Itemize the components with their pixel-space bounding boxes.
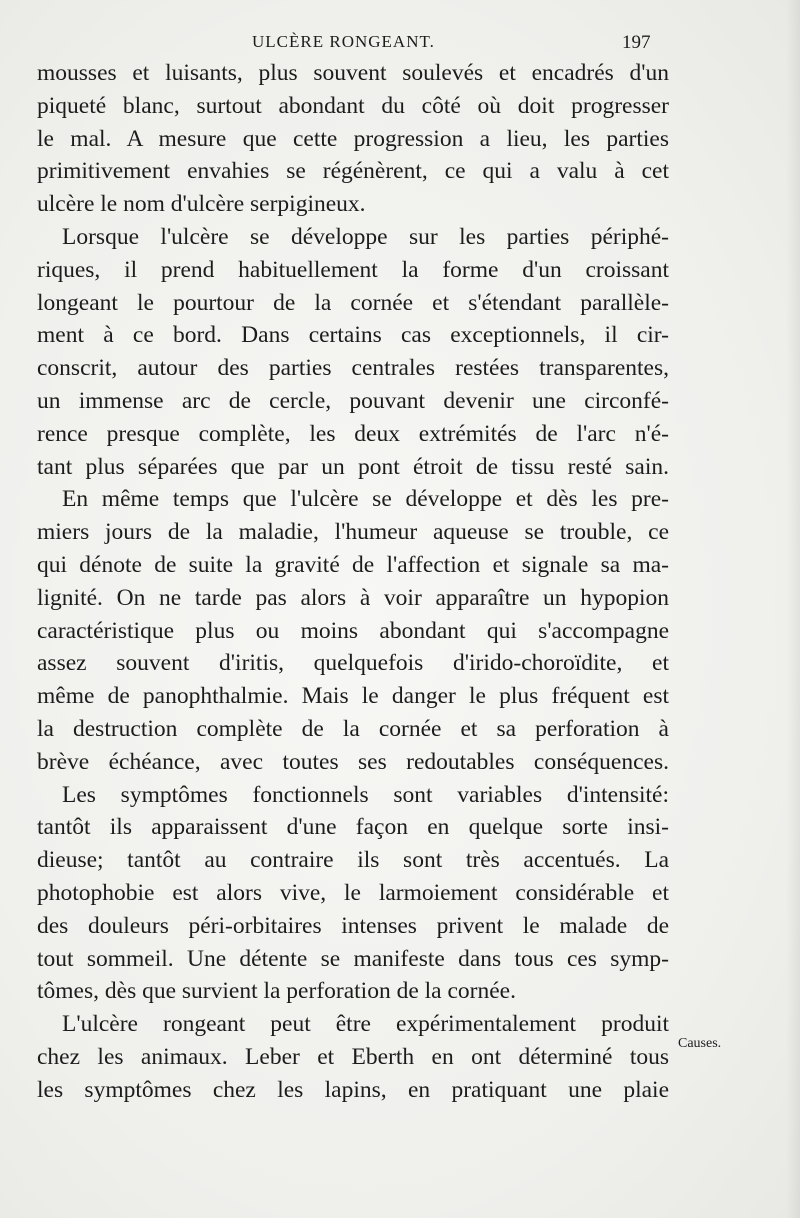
text-line: même de panophthalmie. Mais le danger le plus fréquent est	[37, 683, 669, 710]
text-line: photophobie est alors vive, le larmoiement considérable et	[37, 879, 669, 906]
text-line: un immense arc de cercle, pouvant devenir une circonfé-	[37, 387, 669, 414]
text-line: le mal. A mesure que cette progression a lieu, les parties	[37, 125, 669, 152]
text-line: miers jours de la maladie, l'humeur aqueuse se trouble, ce	[37, 519, 669, 546]
text-line: ulcère le nom d'ulcère serpigineux.	[37, 191, 366, 218]
page-number: 197	[622, 32, 651, 53]
text-line: tômes, dès que survient la perforation de la cornée.	[37, 978, 516, 1005]
text-line: Lorsque l'ulcère se développe sur les parties périphé-	[62, 223, 669, 250]
running-title: ULCÈRE RONGEANT.	[252, 32, 435, 51]
text-line: chez les animaux. Leber et Eberth en ont déterminé tous	[37, 1043, 669, 1070]
text-line: lignité. On ne tarde pas alors à voir apparaître un hypopion	[37, 584, 669, 611]
text-line: primitivement envahies se régénèrent, ce qui a valu à cet	[37, 158, 669, 185]
text-line: tantôt ils apparaissent d'une façon en quelque sorte insi-	[37, 814, 669, 841]
text-line: rence presque complète, les deux extrémités de l'arc n'é-	[37, 420, 669, 447]
page-edge-shadow	[786, 0, 800, 1218]
margin-note: Causes.	[678, 1036, 722, 1051]
text-line: longeant le pourtour de la cornée et s'étendant parallèle-	[37, 289, 669, 316]
text-line: caractéristique plus ou moins abondant qui s'accompagne	[37, 617, 669, 644]
text-line: tout sommeil. Une détente se manifeste dans tous ces symp-	[37, 945, 669, 972]
text-line: piqueté blanc, surtout abondant du côté où doit progresser	[37, 92, 669, 119]
text-line: conscrit, autour des parties centrales restées transparentes,	[37, 355, 669, 382]
text-line: des douleurs péri-orbitaires intenses privent le malade de	[37, 912, 669, 939]
text-line: tant plus séparées que par un pont étroit de tissu resté sain.	[37, 453, 669, 480]
page-header	[0, 32, 800, 56]
text-line: qui dénote de suite la gravité de l'affection et signale sa ma-	[37, 551, 669, 578]
text-line: dieuse; tantôt au contraire ils sont très accentués. La	[37, 847, 669, 874]
text-line: riques, il prend habituellement la forme d'un croissant	[37, 256, 669, 283]
body-text	[37, 57, 669, 1107]
text-line: la destruction complète de la cornée et sa perforation à	[37, 715, 669, 742]
text-line: Les symptômes fonctionnels sont variables d'intensité:	[62, 781, 669, 808]
text-line: les symptômes chez les lapins, en pratiquant une plaie	[37, 1076, 669, 1103]
text-line: assez souvent d'iritis, quelquefois d'irido-choroïdite, et	[37, 650, 669, 677]
text-line: L'ulcère rongeant peut être expérimentalement produit	[62, 1011, 669, 1038]
text-line: mousses et luisants, plus souvent soulevés et encadrés d'un	[37, 60, 669, 86]
text-line: ment à ce bord. Dans certains cas exceptionnels, il cir-	[37, 322, 669, 349]
text-line: brève échéance, avec toutes ses redoutables conséquences.	[37, 748, 669, 775]
text-line: En même temps que l'ulcère se développe et dès les pre-	[62, 486, 669, 513]
